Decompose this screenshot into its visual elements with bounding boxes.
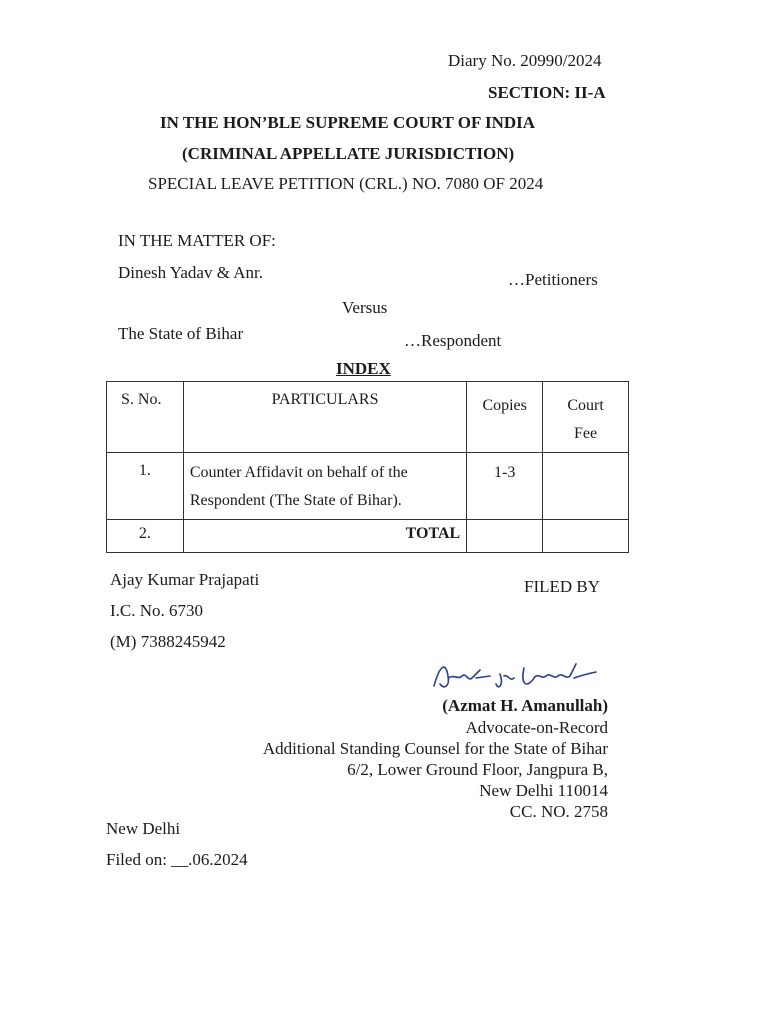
advocate-address-line2: New Delhi 110014 — [479, 781, 608, 800]
advocate-signature — [428, 656, 600, 698]
row-fee — [543, 520, 629, 553]
versus-label: Versus — [342, 298, 388, 317]
petition-number: SPECIAL LEAVE PETITION (CRL.) NO. 7080 OF 2024 — [148, 174, 544, 193]
filer-name: Ajay Kumar Prajapati — [110, 570, 260, 589]
index-table — [106, 381, 629, 553]
advocate-title: Additional Standing Counsel for the State of Bihar — [262, 739, 608, 758]
row-sno: 2. — [107, 520, 184, 553]
filer-mobile: (M) 7388245942 — [110, 632, 226, 651]
advocate-cc-number: CC. NO. 2758 — [509, 802, 608, 821]
header-copies: Copies — [467, 382, 543, 453]
header-particulars: PARTICULARS — [183, 382, 466, 453]
petitioner-name: Dinesh Yadav & Anr. — [118, 263, 263, 282]
table-header-row — [107, 382, 629, 453]
petitioner-role: …Petitioners — [508, 270, 598, 289]
row-copies — [467, 520, 543, 553]
respondent-role: …Respondent — [404, 331, 502, 350]
row-copies: 1-3 — [467, 453, 543, 520]
table-row — [107, 520, 629, 553]
diary-number: Diary No. 20990/2024 — [448, 51, 602, 70]
filing-place: New Delhi — [106, 819, 181, 838]
respondent-name: The State of Bihar — [118, 324, 244, 343]
filer-ic-number: I.C. No. 6730 — [110, 601, 204, 620]
advocate-role: Advocate-on-Record — [465, 718, 608, 737]
section-label: SECTION: II-A — [488, 83, 606, 102]
index-title: INDEX — [336, 359, 391, 378]
jurisdiction-title: (CRIMINAL APPELLATE JURISDICTION) — [182, 144, 515, 163]
advocate-address-line1: 6/2, Lower Ground Floor, Jangpura B, — [347, 760, 608, 779]
header-sno: S. No. — [107, 382, 184, 453]
row-particulars: Counter Affidavit on behalf of the Respondent (The State of Bihar). — [183, 453, 466, 520]
advocate-name: (Azmat H. Amanullah) — [442, 696, 608, 715]
filed-by-label: FILED BY — [524, 577, 601, 596]
matter-intro: IN THE MATTER OF: — [118, 231, 276, 250]
row-sno: 1. — [107, 453, 184, 520]
table-row — [107, 453, 629, 520]
row-fee — [543, 453, 629, 520]
filing-date: Filed on: __.06.2024 — [106, 850, 248, 869]
row-total-label: TOTAL — [183, 520, 466, 553]
header-court-fee: Court Fee — [543, 382, 629, 453]
court-title: IN THE HON’BLE SUPREME COURT OF INDIA — [160, 113, 536, 132]
